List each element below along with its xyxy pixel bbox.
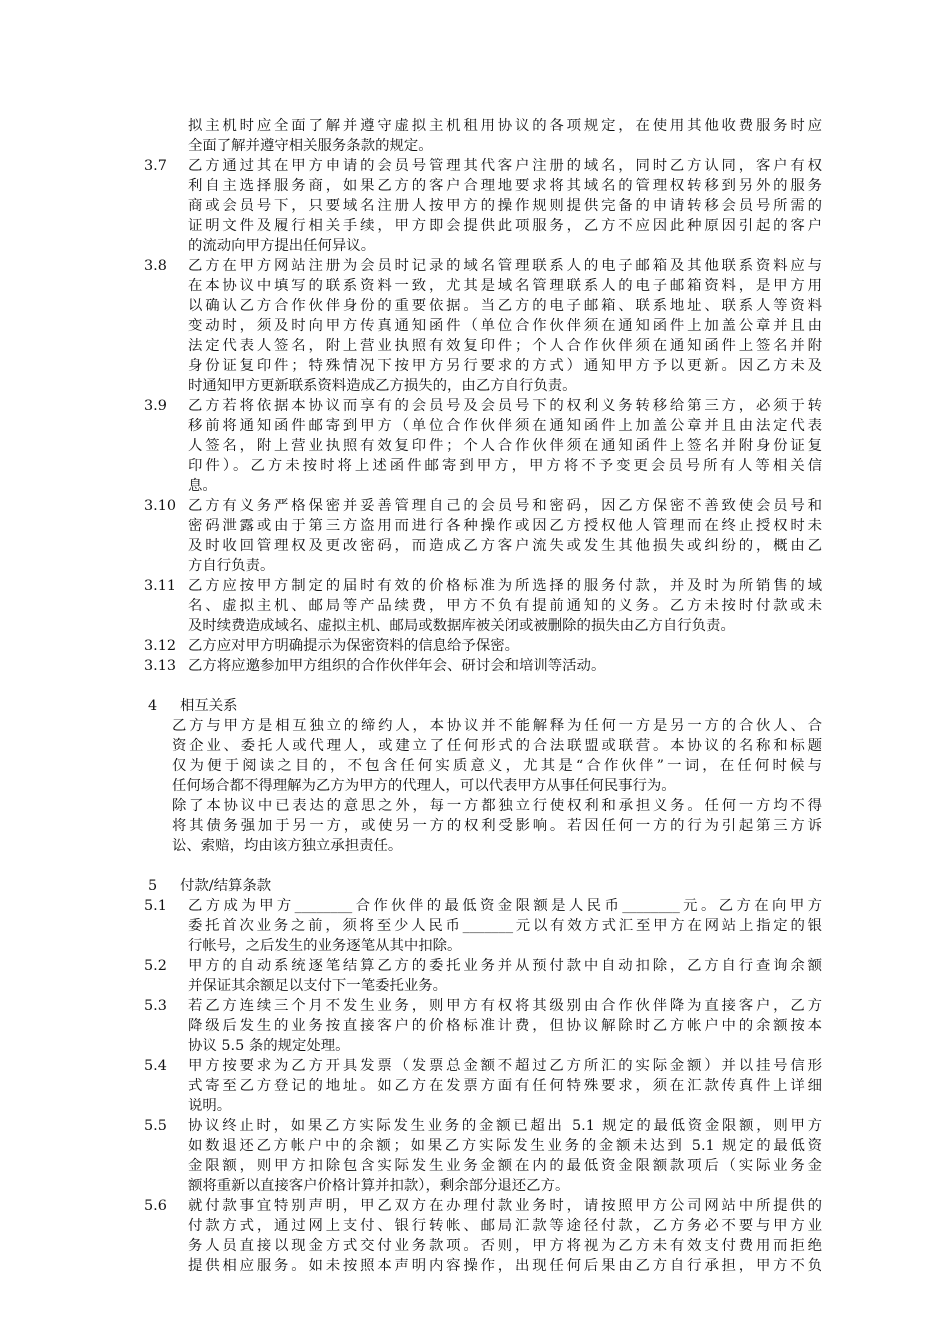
clause-line: 方自行负责。 — [188, 558, 275, 574]
clause-5-4: 5.4 甲方按要求为乙方开具发票（发票总金额不超过乙方所汇的实际金额）并以挂号信形 — [144, 1058, 822, 1074]
clause-line: 移前将通知函件邮寄到甲方（单位合作伙伴须在通知函件上加盖公章并且由法定代表 — [188, 418, 822, 434]
clause-line: 息。 — [188, 478, 217, 494]
section-4-line: 乙方与甲方是相互独立的缔约人，本协议并不能解释为任何一方是另一方的合伙人、合 — [172, 718, 822, 734]
clause-line: 付款方式，通过网上支付、银行转帐、邮局汇款等途径付款，乙方务必不要与甲方业 — [188, 1218, 822, 1234]
clause-line: 提供相应服务。如未按照本声明内容操作，出现任何后果由乙方自行承担，甲方不负 — [188, 1258, 822, 1274]
section-4-line: 除了本协议中已表达的意思之外，每一方都独立行使权利和承担义务。任何一方均不得 — [172, 798, 822, 814]
clause-line: 如数退还乙方帐户中的余额；如果乙方实际发生业务的金额未达到 5.1 规定的最低资 — [188, 1138, 822, 1154]
section-4-line: 资企业、委托人或代理人，或建立了任何形式的合法联盟或联营。本协议的名称和标题 — [172, 738, 822, 754]
clause-3-8: 3.8 乙方在甲方网站注册为会员时记录的域名管理联系人的电子邮箱及其他联系资料应与 — [144, 258, 822, 274]
clause-line: 及时续费造成域名、虚拟主机、邮局或数据库被关闭或被删除的损失由乙方自行负责。 — [188, 618, 735, 634]
clause-line: 协议 5.5 条的规定处理。 — [188, 1038, 350, 1054]
clause-line: 的流动向甲方提出任何异议。 — [188, 238, 376, 254]
clause-5-5: 5.5 协议终止时，如果乙方实际发生业务的金额已超出 5.1 规定的最低资金限额，则甲方 — [144, 1118, 822, 1134]
clause-line: 变动时，须及时向甲方传真通知函件（单位合作伙伴须在通知函件上加盖公章并且由 — [188, 318, 822, 334]
clause-line: 密码泄露或由于第三方盗用而进行各种操作或因乙方授权他人管理而在终止授权时未 — [188, 518, 822, 534]
clause-line: 委托首次业务之前，须将至少人民币_______元以有效方式汇至甲方在网站上指定的银 — [188, 918, 822, 934]
clause-3-12: 3.12 乙方应对甲方明确提示为保密资料的信息给予保密。 — [144, 638, 519, 654]
section-5-heading: 5 付款/结算条款 — [148, 878, 272, 894]
clause-line: 时通知甲方更新联系资料造成乙方损失的，由乙方自行负责。 — [188, 378, 577, 394]
clause-3-13: 3.13 乙方将应邀参加甲方组织的合作伙伴年会、研讨会和培训等活动。 — [144, 658, 606, 674]
section-4-line: 任何场合都不得理解为乙方为甲方的代理人，可以代表甲方从事任何民事行为。 — [172, 778, 676, 794]
clause-line: 身份证复印件；特殊情况下按甲方另行要求的方式）通知甲方予以更新。因乙方未及 — [188, 358, 822, 374]
clause-line: 额将重新以直接客户价格计算并扣款），剩余部分退还乙方。 — [188, 1178, 570, 1194]
clause-line: 以确认乙方合作伙伴身份的重要依据。当乙方的电子邮箱、联系地址、联系人等资料 — [188, 298, 822, 314]
section-4-heading: 4 相互关系 — [148, 698, 238, 714]
clause-line: 在本协议中填写的联系资料一致，尤其是域名管理联系人的电子邮箱资料，是甲方用 — [188, 278, 822, 294]
clause-line: 降级后发生的业务按直接客户的价格标准计费，但协议解除时乙方帐户中的余额按本 — [188, 1018, 822, 1034]
clause-line: 行帐号，之后发生的业务逐笔从其中扣除。 — [188, 938, 462, 954]
section-4-line: 将其债务强加于另一方，或使另一方的权利受影响。若因任何一方的行为引起第三方诉 — [172, 818, 822, 834]
clause-3-10: 3.10 乙方有义务严格保密并妥善管理自己的会员号和密码，因乙方保密不善致使会员号和 — [144, 498, 822, 514]
clause-5-1: 5.1 乙方成为甲方________合作伙伴的最低资金限额是人民币________元。乙方在向甲方 — [144, 898, 822, 914]
clause-line: 并保证其余额足以支付下一笔委托业务。 — [188, 978, 448, 994]
clause-line: 人签名，附上营业执照有效复印件；个人合作伙伴须在通知函件上签名并附身份证复 — [188, 438, 822, 454]
clause-line: 式寄至乙方登记的地址。如乙方在发票方面有任何特殊要求，须在汇款传真件上详细 — [188, 1078, 822, 1094]
clause-line: 商或会员号下，只要域名注册人按甲方的操作规则提供完备的申请转移会员号所需的 — [188, 198, 822, 214]
clause-line: 法定代表人签名，附上营业执照有效复印件；个人合作伙伴须在通知函件上签名并附 — [188, 338, 822, 354]
section-4-line: 讼、索赔，均由该方独立承担责任。 — [172, 838, 403, 854]
clause-line: 名、虚拟主机、邮局等产品续费，甲方不负有提前通知的义务。乙方未按时付款或未 — [188, 598, 822, 614]
clause-3-7: 3.7 乙方通过其在甲方申请的会员号管理其代客户注册的域名，同时乙方认同，客户有权 — [144, 158, 822, 174]
clause-3-11: 3.11 乙方应按甲方制定的届时有效的价格标准为所选择的服务付款，并及时为所销售的域 — [144, 578, 822, 594]
intro-line: 全面了解并遵守相关服务条款的规定。 — [188, 138, 433, 154]
clause-5-2: 5.2 甲方的自动系统逐笔结算乙方的委托业务并从预付款中自动扣除，乙方自行查询余额 — [144, 958, 822, 974]
clause-line: 证明文件及履行相关手续，甲方即会提供此项服务，乙方不应因此种原因引起的客户 — [188, 218, 822, 234]
clause-3-9: 3.9 乙方若将依据本协议而享有的会员号及会员号下的权利义务转移给第三方，必须于转 — [144, 398, 822, 414]
clause-line: 印件）。乙方未按时将上述函件邮寄到甲方，甲方将不予变更会员号所有人等相关信 — [188, 458, 822, 474]
clause-line: 金限额，则甲方扣除包含实际发生业务金额在内的最低资金限额款项后（实际业务金 — [188, 1158, 822, 1174]
clause-line: 务人员直接以现金方式交付业务款项。否则，甲方将视为乙方未有效支付费用而拒绝 — [188, 1238, 822, 1254]
intro-line: 拟主机时应全面了解并遵守虚拟主机租用协议的各项规定，在使用其他收费服务时应 — [188, 118, 822, 134]
clause-5-3: 5.3 若乙方连续三个月不发生业务，则甲方有权将其级别由合作伙伴降为直接客户，乙方 — [144, 998, 822, 1014]
clause-line: 说明。 — [188, 1098, 232, 1114]
section-4-line: 仅为便于阅读之目的，不包含任何实质意义，尤其是“合作伙伴”一词，在任何时候与 — [172, 758, 822, 774]
clause-line: 及时收回管理权及更改密码，而造成乙方客户流失或发生其他损失或纠纷的，概由乙 — [188, 538, 822, 554]
clause-5-6: 5.6 就付款事宜特别声明，甲乙双方在办理付款业务时，请按照甲方公司网站中所提供的 — [144, 1198, 822, 1214]
clause-line: 利自主选择服务商，如果乙方的客户合理地要求将其域名的管理权转移到另外的服务 — [188, 178, 822, 194]
